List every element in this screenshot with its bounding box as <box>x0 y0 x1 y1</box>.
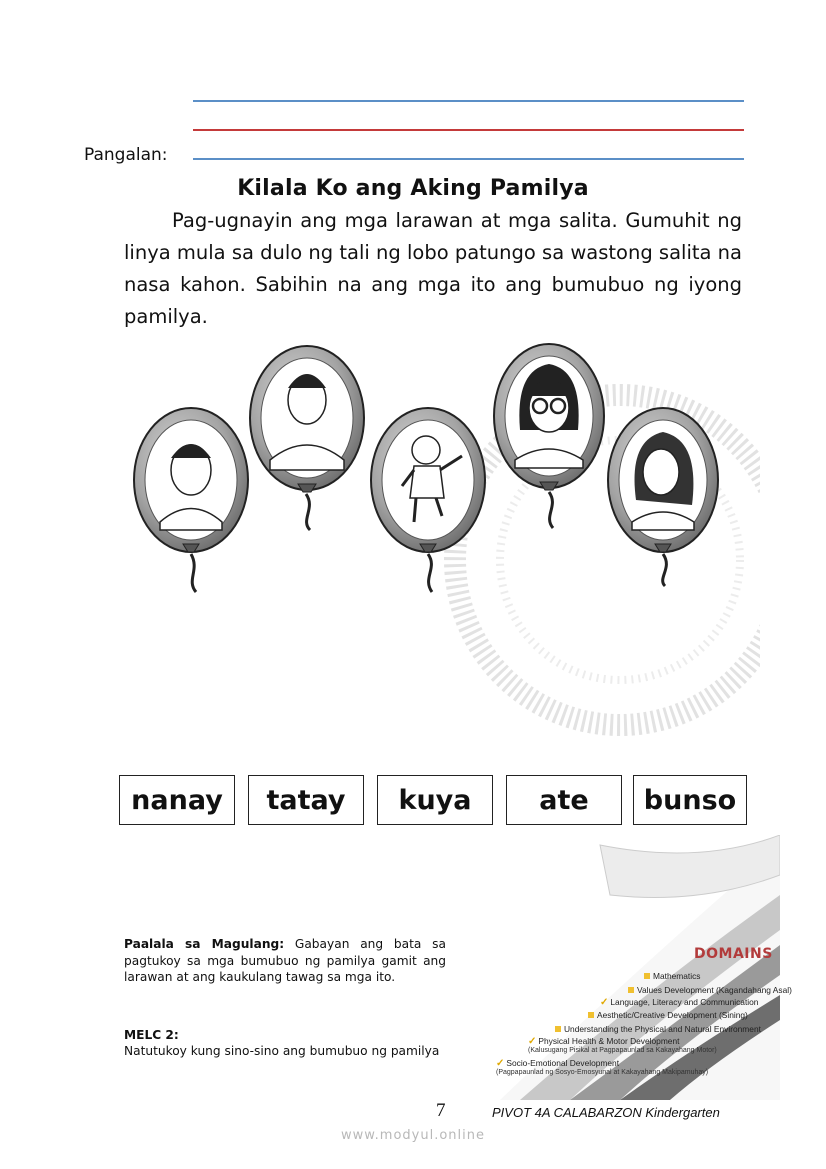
balloon-pictures <box>0 330 826 600</box>
parent-note-text: Gabayan ang bata sa pagtukoy sa mga bumubuo ng pamilya gamit ang larawan at ang kaukulang tawag sa mga ito. <box>124 937 446 984</box>
checkmark-icon: ✓ <box>600 997 609 1008</box>
activity-instructions: Pag-ugnayin ang mga larawan at mga salita. Gumuhit ng linya mula sa dulo ng tali ng lobo patungo sa wastong salita na nasa kahon. Sabihin na ang mga ito ang bumubuo ng iyong pamilya. <box>124 209 742 328</box>
word-box-ate[interactable]: ate <box>506 775 622 825</box>
page-number: 7 <box>436 1100 446 1121</box>
square-bullet-icon <box>555 1026 561 1032</box>
square-bullet-icon <box>628 987 634 993</box>
word-box-bunso[interactable]: bunso <box>633 775 747 825</box>
domain-item: Mathematics <box>644 971 700 981</box>
word-box-kuya[interactable]: kuya <box>377 775 493 825</box>
writing-line-middle <box>193 129 744 131</box>
name-label: Pangalan: <box>84 145 168 165</box>
domain-item: ✓ Language, Literacy and Communication <box>600 997 759 1008</box>
balloon-woman-icon <box>608 408 718 586</box>
melc-block <box>124 1027 484 1059</box>
parent-note-heading: Paalala sa Magulang: <box>124 937 285 951</box>
checkmark-icon: ✓ <box>528 1036 537 1047</box>
parent-note <box>124 936 446 986</box>
word-box-tatay[interactable]: tatay <box>248 775 364 825</box>
checkmark-icon: ✓ <box>496 1058 505 1069</box>
domain-item: Understanding the Physical and Natural Environment <box>555 1024 761 1034</box>
domain-item: ✓ Socio-Emotional Development (Pagpapaunlad ng Sosyo-Emosyunal at Kakayahang Makipamuhay) <box>496 1058 709 1076</box>
domain-item: Values Development (Kagandahang Asal) <box>628 985 792 995</box>
domains-title: DOMAINS <box>694 946 773 962</box>
square-bullet-icon <box>588 1012 594 1018</box>
writing-line-top <box>193 100 744 102</box>
balloon-father-icon <box>250 346 364 530</box>
domain-item: ✓ Physical Health & Motor Development (Kalusugang Pisikal at Pagpapaunlad sa Kakayahang Motor) <box>528 1036 717 1054</box>
site-watermark: www.modyul.online <box>340 1128 486 1143</box>
balloon-girl-icon <box>494 344 604 528</box>
balloon-baby-icon <box>371 408 485 592</box>
melc-heading: MELC 2: <box>124 1028 179 1042</box>
word-box-nanay[interactable]: nanay <box>119 775 235 825</box>
square-bullet-icon <box>644 973 650 979</box>
writing-line-name[interactable] <box>193 158 744 160</box>
balloon-man-icon <box>134 408 248 592</box>
melc-text: Natutukoy kung sino-sino ang bumubuo ng pamilya <box>124 1044 440 1058</box>
activity-title: Kilala Ko ang Aking Pamilya <box>237 176 589 201</box>
domain-item: Aesthetic/Creative Development (Sining) <box>588 1010 748 1020</box>
footer-series: PIVOT 4A CALABARZON Kindergarten <box>492 1105 720 1120</box>
